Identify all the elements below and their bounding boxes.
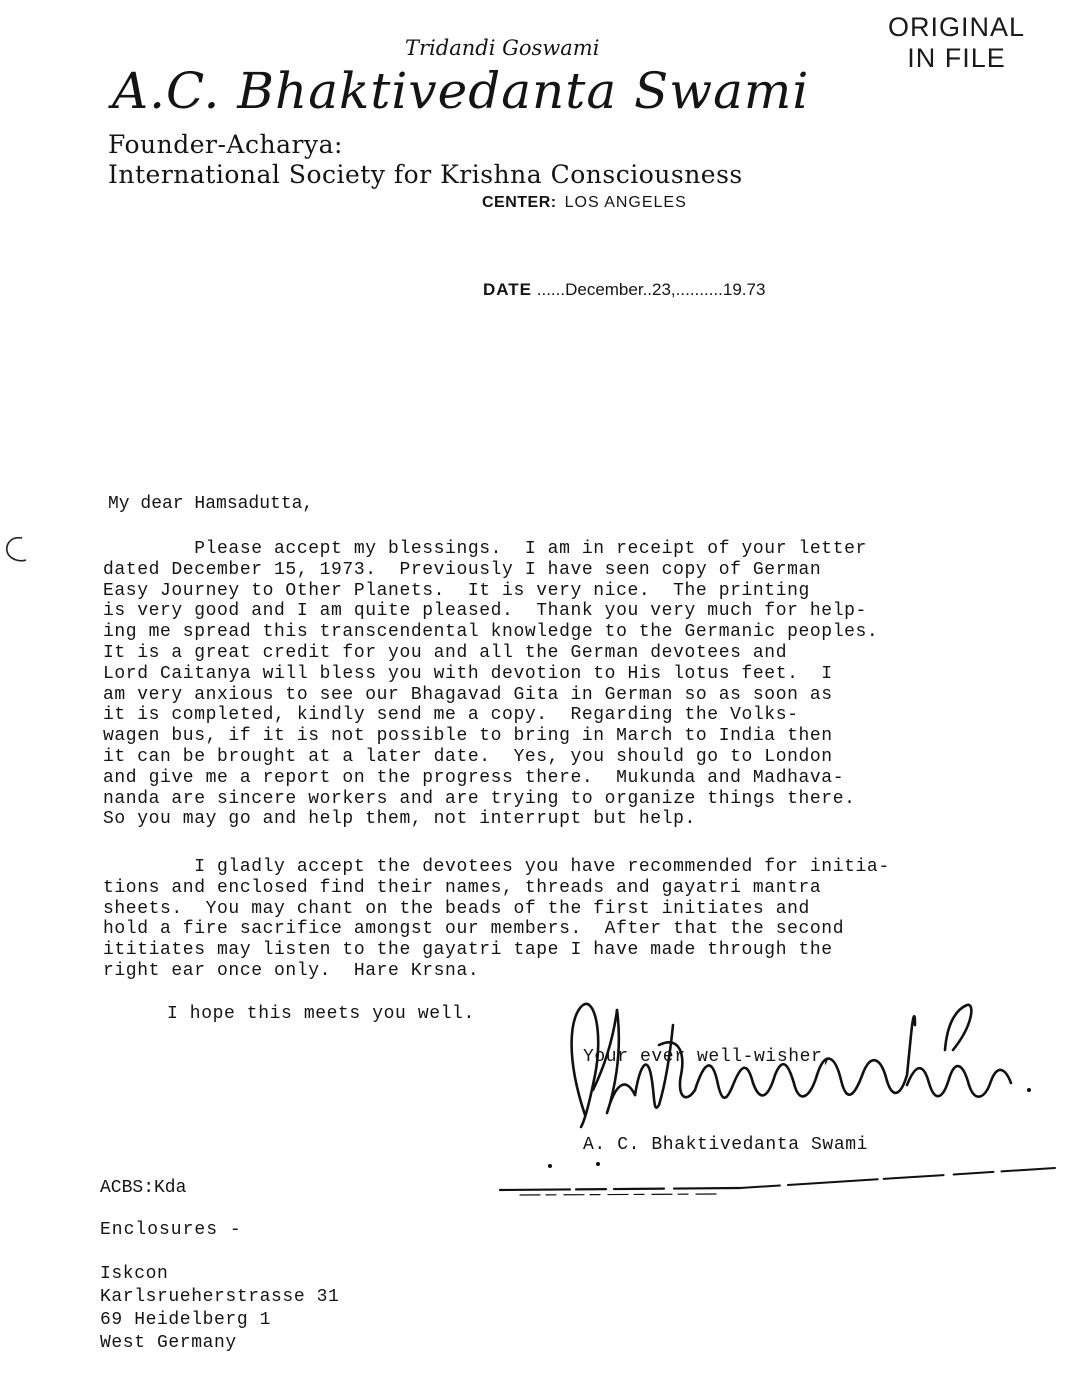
salutation: My dear Hamsadutta,: [108, 494, 314, 514]
letterhead-title: Tridandi Goswami: [405, 36, 600, 60]
date-value: ......December..23,..........19.73: [536, 280, 766, 299]
center-value: LOS ANGELES: [564, 194, 687, 211]
address-line: West Germany: [100, 1333, 237, 1353]
center-row: [482, 194, 687, 212]
stamp-line-2: IN FILE: [907, 43, 1006, 73]
handwritten-signature: [555, 995, 1055, 1145]
date-label: DATE: [483, 280, 533, 299]
society-name: International Society for Krishna Consciousness: [108, 160, 743, 189]
original-in-file-stamp: [888, 12, 1025, 74]
date-row: [483, 280, 765, 300]
signature-typed-name: A. C. Bhaktivedanta Swami: [583, 1135, 869, 1155]
enclosures-label: Enclosures -: [100, 1220, 242, 1240]
address-line: Karlsrueherstrasse 31: [100, 1287, 340, 1307]
letter-paragraph-3: I hope this meets you well.: [167, 1004, 475, 1024]
letterhead-name: A.C. Bhaktivedanta Swami: [112, 62, 810, 120]
address-line: 69 Heidelberg 1: [100, 1310, 272, 1330]
signature-rule: [490, 1148, 1070, 1198]
letter-paragraph-1: Please accept my blessings. I am in receipt of your letter dated December 15, 1973. Previously I have seen copy of German Easy Journey to Other Planets. It is very nice. The printing is very good and I am quite pleased. Thank you very much for help- ing me spread this transcendental knowledge to the Germanic peoples. It is a great credit for you and all the German devotees and Lord Caitanya will bless you with devotion to His lotus feet. I am very anxious to see our Bhagavad Gita in German so as soon as it is completed, kindly send me a copy. Regarding the Volks- wagen bus, if it is not possible to bring in March to India then it can be brought at a later date. Yes, you should go to London and give me a report on the progress there. Mukunda and Madhava- nanda are sincere workers and are trying to organize things there. So you may go and help them, not interrupt but help.: [103, 539, 879, 830]
recipient-address: [100, 1263, 339, 1355]
typist-initials: ACBS:Kda: [100, 1178, 187, 1198]
closing-line: Your ever well-wisher,: [583, 1047, 834, 1067]
letter-paragraph-2: I gladly accept the devotees you have recommended for initia- tions and enclosed find their names, threads and gayatri mantra sheets. You may chant on the beads of the first initiates and hold a fire sacrifice amongst our members. After that the second ititiates may listen to the gayatri tape I have made through the right ear once only. Hare Krsna.: [103, 857, 890, 981]
hole-punch-mark: [0, 530, 40, 570]
founder-acharya-label: Founder-Acharya:: [108, 130, 343, 159]
center-label: CENTER:: [482, 194, 557, 211]
stamp-line-1: ORIGINAL: [888, 12, 1026, 42]
address-line: Iskcon: [100, 1264, 169, 1284]
